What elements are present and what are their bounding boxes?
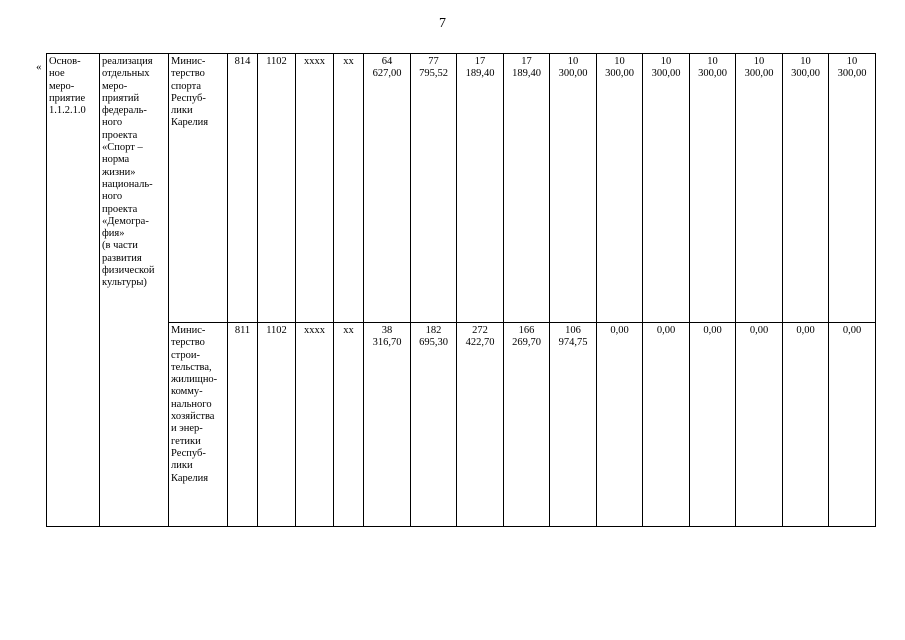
budget-table bbox=[46, 53, 876, 527]
vr-code-cell: хх bbox=[334, 54, 364, 323]
amount-cell: 166 269,70 bbox=[504, 323, 550, 527]
amount-cell: 38 316,70 bbox=[364, 323, 411, 527]
amount-cell: 17 189,40 bbox=[457, 54, 504, 323]
csr-code-cell: хххх bbox=[296, 54, 334, 323]
table-row bbox=[47, 323, 876, 527]
csr-code-cell: хххх bbox=[296, 323, 334, 527]
amount-cell: 10 300,00 bbox=[783, 54, 829, 323]
grbs-code-cell: 814 bbox=[228, 54, 258, 323]
activity-name-cell: Основ- ное меро- приятие 1.1.2.1.0 bbox=[47, 54, 100, 527]
grbs-code-cell: 811 bbox=[228, 323, 258, 527]
amount-cell: 0,00 bbox=[783, 323, 829, 527]
amount-cell: 0,00 bbox=[643, 323, 690, 527]
amount-cell: 77 795,52 bbox=[411, 54, 457, 323]
rzpr-code-cell: 1102 bbox=[258, 323, 296, 527]
amount-cell: 17 189,40 bbox=[504, 54, 550, 323]
amount-cell: 10 300,00 bbox=[690, 54, 736, 323]
amount-cell: 10 300,00 bbox=[736, 54, 783, 323]
amount-cell: 10 300,00 bbox=[829, 54, 876, 323]
executor-cell: Минис- терство спорта Респуб- лики Карелия bbox=[169, 54, 228, 323]
amount-cell: 106 974,75 bbox=[550, 323, 597, 527]
rzpr-code-cell: 1102 bbox=[258, 54, 296, 323]
amount-cell: 10 300,00 bbox=[550, 54, 597, 323]
opening-quote-mark: « bbox=[36, 61, 42, 73]
amount-cell: 0,00 bbox=[597, 323, 643, 527]
vr-code-cell: хх bbox=[334, 323, 364, 527]
amount-cell: 64 627,00 bbox=[364, 54, 411, 323]
amount-cell: 182 695,30 bbox=[411, 323, 457, 527]
amount-cell: 10 300,00 bbox=[643, 54, 690, 323]
amount-cell: 0,00 bbox=[690, 323, 736, 527]
activity-description-cell: реализация отдельных меро- приятий федераль- ного проекта «Спорт – норма жизни» националь- ного проекта «Демогра- фия» (в части развития физической культуры) bbox=[100, 54, 169, 527]
amount-cell: 0,00 bbox=[829, 323, 876, 527]
amount-cell: 10 300,00 bbox=[597, 54, 643, 323]
table-row bbox=[47, 54, 876, 323]
amount-cell: 272 422,70 bbox=[457, 323, 504, 527]
amount-cell: 0,00 bbox=[736, 323, 783, 527]
executor-cell: Минис- терство строи- тельства, жилищно- комму- нального хозяйства и энер- гетики Респуб- лики Карелия bbox=[169, 323, 228, 527]
page-number: 7 bbox=[439, 16, 446, 31]
